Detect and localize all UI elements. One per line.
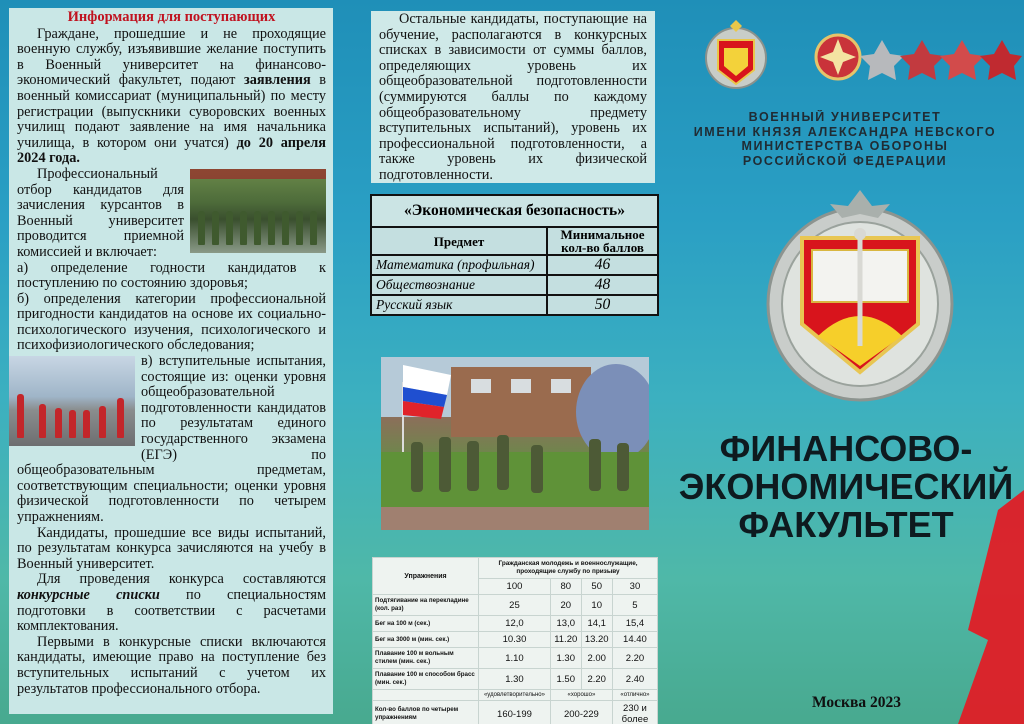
applications-paragraph: Граждане, прошедшие и не проходящие военную службу, изъявившие желание поступить в Военный университет на финансово-экономический факультет, подают заявления в военный комиссариат (муниципальный) по месту регистрации (выпускники суворовских военных училищ подают заявление на имя начальника училища, в котором они учатся) до 20 апреля 2024 года. bbox=[17, 25, 327, 167]
exam-table-caption: «Экономическая безопасность» bbox=[371, 195, 658, 227]
other-candidates-text: Остальные кандидаты, поступающие на обучение, располагаются в конкурсных списках в зависимости от суммы баллов, определяющих уровень их общеобразовательной подготовленности (суммируются баллы по каждому общеобразовательному предмету вступительных испытаний), уровень их профессиональной подготовленности, а также уровень их физической подготовленности. bbox=[371, 11, 655, 183]
table-row: Русский язык 50 bbox=[371, 295, 658, 315]
orders-medals-icon bbox=[812, 30, 1022, 84]
city-year: Москва 2023 bbox=[812, 694, 901, 711]
table-row: Математика (профильная) 46 bbox=[371, 255, 658, 275]
enrollment-paragraph: Кандидаты, прошедшие все виды испытаний, по результатам конкурса зачисляются на учебу в Военный университет. bbox=[17, 524, 326, 572]
university-title: ВОЕННЫЙ УНИВЕРСИТЕТ ИМЕНИ КНЯЗЯ АЛЕКСАНДРА НЕВСКОГО МИНИСТЕРСТВА ОБОРОНЫ РОССИЙСКОЙ ФЕДЕРАЦИИ bbox=[693, 110, 997, 168]
table-row: Бег на 100 м (сек.) 12,0 13,0 14,1 15,4 bbox=[373, 616, 658, 632]
table-row: Плавание 100 м вольным стилем (мин. сек.) 1.10 1.30 2.00 2.20 bbox=[373, 648, 658, 669]
col-min-score: Минимальное кол-во баллов bbox=[547, 227, 658, 255]
table-row: Обществознание 48 bbox=[371, 275, 658, 295]
running-cadets-photo bbox=[381, 357, 649, 530]
col-subject: Предмет bbox=[371, 227, 547, 255]
university-small-emblem-icon bbox=[704, 18, 768, 98]
item-a: а) определение годности кандидатов к поступлению по состоянию здоровья; bbox=[17, 259, 326, 292]
competition-paragraph: Для проведения конкурса составляются конкурсные списки по специальностям подготовки в соответствии с расчетами комплектования. bbox=[17, 571, 326, 635]
table-row: Бег на 3000 м (мин. сек.) 10.30 11.20 13.20 14.40 bbox=[373, 632, 658, 648]
item-c: в) вступительные испытания, состоящие из: оценки уровня общеобразовательной подготовленности кандидатов по результатам единого государственного экзамена (ЕГЭ) по общеобразовательным предметам, соответствующим специальности; оценки уровня физической подготовленности по четырем упражнениям. bbox=[17, 353, 326, 525]
table-row: Плавание 100 м способом брасс (мин. сек.) 1.30 1.50 2.20 2.40 bbox=[373, 669, 658, 690]
col-group: Гражданская молодежь и военнослужащие, проходящие службу по призыву bbox=[479, 558, 658, 579]
table-row: Подтягивание на перекладине (кол. раз) 25 20 10 5 bbox=[373, 595, 658, 616]
col-exercise: Упражнения bbox=[373, 558, 479, 595]
left-info-panel bbox=[9, 8, 333, 714]
selection-paragraph: Профессиональный отбор кандидатов для зачисления курсантов в Военный университет проводится приемной комиссией и включает: bbox=[17, 165, 184, 260]
item-b: б) определения категории профессиональной пригодности кандидатов на основе их социально-психологического изучения, психологического и психофизиологического обследования; bbox=[17, 290, 326, 354]
red-star-decoration-icon bbox=[958, 490, 1024, 724]
faculty-title: ФИНАНСОВО- ЭКОНОМИЧЕСКИЙ ФАКУЛЬТЕТ bbox=[678, 430, 1014, 544]
physical-norms-table: Упражнения Гражданская молодежь и военнослужащие, проходящие службу по призыву 100 80 50 30 Подтягивание на перекладине (кол. раз) 25 20 10 5 Бег на 100 м (сек.) 12,0 13,0 14,1 15,4 Бег на 3000 м (мин. сек.) 10.30 11.20 13.20 14.40 Плавание 100 м вольным стилем (мин. сек.) 1.10 1.30 2.00 2.20 Плавание 100 м способом брасс (мин. сек.) 1.30 1.50 2.20 2.40 «удовлетворительно» «хорошо» «отлично» Кол-во баллов по четырем упражнениям 160-199 200-229 230 и более bbox=[372, 557, 658, 724]
sports-photo bbox=[9, 356, 135, 446]
info-heading: Информация для поступающих bbox=[67, 9, 276, 25]
table-row: Кол-во баллов по четырем упражнениям 160-199 200-229 230 и более bbox=[373, 701, 658, 724]
running-cadets-illustration bbox=[381, 357, 649, 530]
first-in-lists-paragraph: Первыми в конкурсные списки включаются кандидаты, имеющие право на поступление без вступительных испытаний с учетом их результатов профессионального отбора. bbox=[17, 633, 326, 697]
faculty-emblem-icon bbox=[760, 186, 960, 406]
exam-scores-table bbox=[370, 194, 659, 316]
parade-photo bbox=[190, 169, 326, 253]
